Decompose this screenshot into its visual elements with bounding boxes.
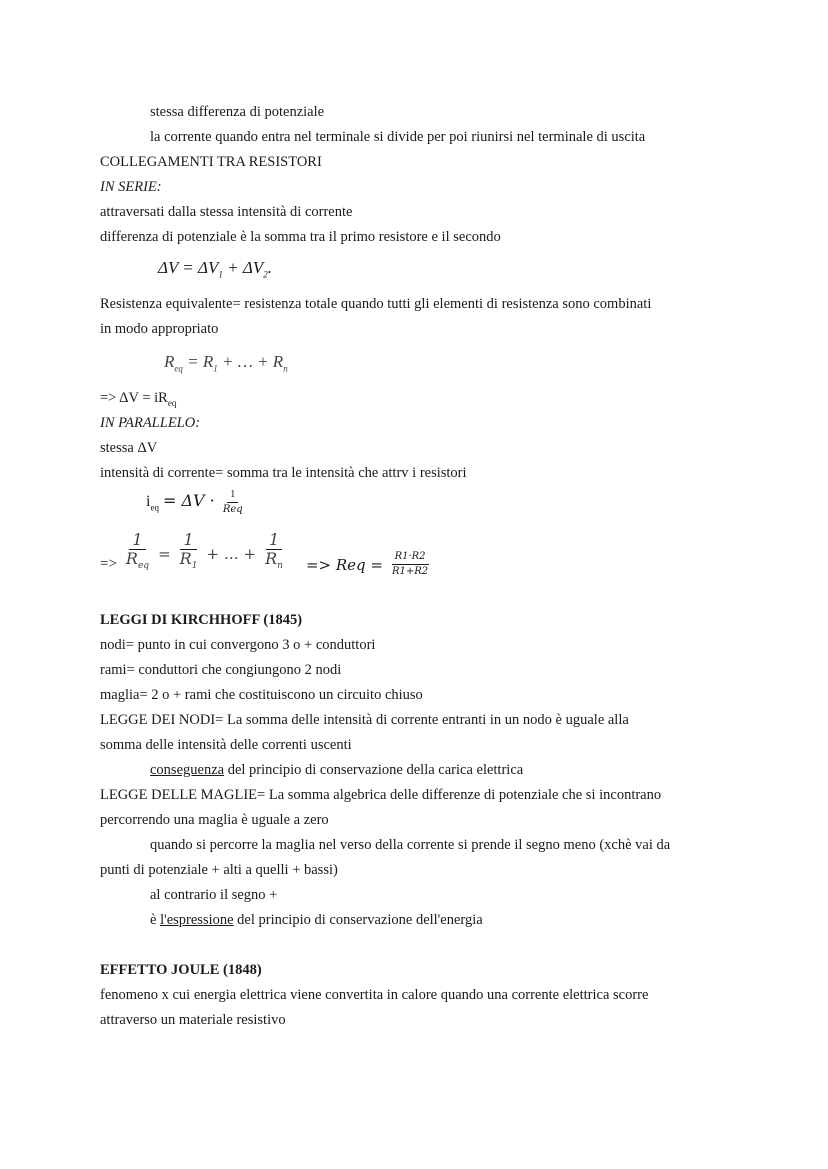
text-line: Resistenza equivalente= resistenza totale quando tutti gli elementi di resistenza sono combinati — [100, 296, 652, 312]
text-line: nodi= punto in cui convergono 3 o + conduttori — [100, 637, 376, 653]
equation-parallel-resistance: => $\frac{1}{R_{eq}}$ = $\frac{1}{R_1}$ + … + $\frac{1}{R_n}$ => Req = $\frac{R1\cdot R2}{R1+R2}$ — [100, 528, 431, 579]
fraction: $\frac{R1\cdot R2}{R1+R2}$ — [391, 551, 429, 577]
text-line: LEGGE DEI NODI= La somma delle intensità di corrente entranti in un nodo è uguale alla — [100, 712, 629, 728]
text-line: somma delle intensità delle correnti uscenti — [100, 737, 352, 753]
section-heading-kirchhoff: LEGGI DI KIRCHHOFF (1845) — [100, 612, 303, 628]
text-line: rami= conduttori che congiungono 2 nodi — [100, 662, 342, 678]
text-line: la corrente quando entra nel terminale si divide per poi riunirsi nel terminale di uscita — [150, 129, 646, 145]
text-line: quando si percorre la maglia nel verso della corrente si prende il segno meno (xchè vai da — [150, 837, 671, 853]
text-line: percorrendo una maglia è uguale a zero — [100, 812, 329, 828]
subheading-parallel: IN PARALLELO: — [100, 415, 201, 431]
fraction: $\frac{1}{\text{Req}}$ — [222, 489, 243, 515]
text-line: attraverso un materiale resistivo — [100, 1012, 286, 1028]
text-line: => $\Delta V = iR_{eq}$ — [100, 390, 177, 408]
fraction: $\frac{1}{R_1}$ — [179, 530, 198, 572]
section-heading-joule: EFFETTO JOULE (1848) — [100, 962, 262, 978]
equation-series-resistance: $R_{eq} = R_1$ + … + $R_n$ — [164, 352, 288, 374]
text-line: in modo appropriato — [100, 321, 219, 337]
text-line: intensità di corrente= somma tra le intensità che attrv i resistori — [100, 465, 467, 481]
text-line: conseguenza del principio di conservazione della carica elettrica — [150, 762, 524, 778]
section-heading: COLLEGAMENTI TRA RESISTORI — [100, 154, 322, 170]
fraction: $\frac{1}{R_{eq}}$ — [125, 530, 150, 572]
text-line: al contrario il segno + — [150, 887, 278, 903]
subheading-series: IN SERIE: — [100, 179, 162, 195]
text-line: fenomeno x cui energia elettrica viene convertita in calore quando una corrente elettrica scorre — [100, 987, 649, 1003]
fraction: $\frac{1}{R_n}$ — [265, 530, 283, 572]
text-line: stessa differenza di potenziale — [150, 104, 325, 120]
text-line: LEGGE DELLE MAGLIE= La somma algebrica delle differenze di potenziale che si incontrano — [100, 787, 662, 803]
text-line: è l'espressione del principio di conservazione dell'energia — [150, 912, 483, 928]
text-line: stessa ΔV — [100, 440, 158, 456]
equation-series-voltage: $\Delta V = \Delta V_1 + \Delta V_2$. — [158, 258, 272, 280]
text-line: punti di potenziale + alti a quelli + bassi) — [100, 862, 338, 878]
text-line: attraversati dalla stessa intensità di corrente — [100, 204, 353, 220]
text-line: differenza di potenziale è la somma tra il primo resistore e il secondo — [100, 229, 501, 245]
equation-parallel-current: $i_{eq} = \Delta V$ · $\frac{1}{\text{Req}}$ — [146, 488, 246, 517]
text-line: maglia= 2 o + rami che costituiscono un circuito chiuso — [100, 687, 423, 703]
